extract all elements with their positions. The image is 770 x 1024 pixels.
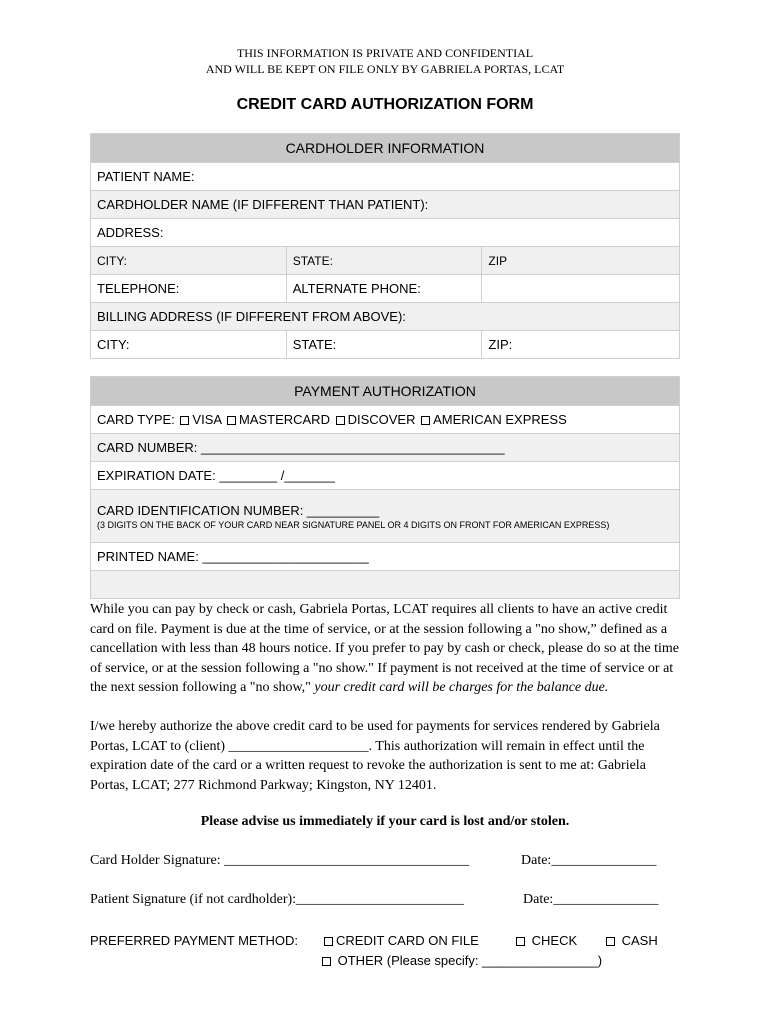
card-type-label: CARD TYPE: bbox=[97, 412, 175, 427]
city-field[interactable]: CITY: bbox=[91, 247, 287, 275]
zip-field[interactable]: ZIP bbox=[482, 247, 680, 275]
card-id-note: (3 DIGITS ON THE BACK OF YOUR CARD NEAR SIGNATURE PANEL OR 4 DIGITS ON FRONT FOR AMERICAN EXPRESS) bbox=[97, 519, 610, 530]
policy-text: While you can pay by check or cash, Gabriela Portas, LCAT requires all clients to have an active credit card on file. Payment is due at the time of service, or at the session following a "no show,” defined as a cancellation with less than 48 hours notice. If you prefer to pay by cash or check, please do so at the time of service, or at the session following a "no show." If payment is not received at the time of service or at the next session following a "no show," bbox=[90, 602, 679, 695]
printed-name-field[interactable]: PRINTED NAME: _______________________ bbox=[91, 543, 680, 571]
patient-name-field[interactable]: PATIENT NAME: bbox=[91, 163, 680, 191]
cash-option-label: CASH bbox=[621, 933, 658, 948]
address-field[interactable]: ADDRESS: bbox=[91, 219, 680, 247]
lost-card-notice: Please advise us immediately if your card is lost and/or stolen. bbox=[200, 814, 570, 829]
credit-card-option[interactable] bbox=[322, 933, 479, 948]
confidential-notice-line-2: AND WILL BE KEPT ON FILE ONLY BY GABRIELA PORTAS, LCAT bbox=[205, 62, 565, 76]
check-checkbox[interactable] bbox=[516, 937, 525, 946]
cardholder-section-heading: CARDHOLDER INFORMATION bbox=[91, 134, 680, 163]
policy-italic-text: your credit card will be charges for the balance due. bbox=[314, 680, 609, 695]
other-option-label: OTHER (Please specify: ________________) bbox=[337, 953, 603, 968]
patient-date-line[interactable]: Date:_______________ bbox=[523, 892, 659, 907]
state-field[interactable]: STATE: bbox=[286, 247, 482, 275]
amex-checkbox[interactable] bbox=[421, 416, 430, 425]
telephone-field[interactable]: TELEPHONE: bbox=[91, 275, 287, 303]
mastercard-checkbox[interactable] bbox=[227, 416, 236, 425]
card-type-row bbox=[91, 406, 680, 434]
credit-card-checkbox[interactable] bbox=[324, 937, 333, 946]
preferred-method-label: PREFERRED PAYMENT METHOD: bbox=[90, 933, 299, 948]
visa-checkbox[interactable] bbox=[180, 416, 189, 425]
credit-card-option-label: CREDIT CARD ON FILE bbox=[336, 933, 479, 948]
other-option[interactable] bbox=[320, 953, 602, 968]
mastercard-label: MASTERCARD bbox=[238, 412, 330, 427]
cardholder-name-field[interactable]: CARDHOLDER NAME (IF DIFFERENT THAN PATIENT): bbox=[91, 191, 680, 219]
payment-policy-paragraph bbox=[90, 600, 682, 698]
check-option-label: CHECK bbox=[531, 933, 578, 948]
check-option[interactable] bbox=[514, 933, 577, 948]
cardholder-information-table bbox=[90, 133, 680, 359]
alternate-phone-field[interactable]: ALTERNATE PHONE: bbox=[286, 275, 482, 303]
billing-address-field[interactable]: BILLING ADDRESS (IF DIFFERENT FROM ABOVE): bbox=[91, 303, 680, 331]
card-id-field: CARD IDENTIFICATION NUMBER: __________ bbox=[97, 502, 380, 518]
cash-checkbox[interactable] bbox=[606, 937, 615, 946]
billing-state-field[interactable]: STATE: bbox=[286, 331, 482, 359]
form-title: CREDIT CARD AUTHORIZATION FORM bbox=[236, 96, 534, 113]
visa-label: VISA bbox=[192, 412, 222, 427]
billing-zip-field[interactable]: ZIP: bbox=[482, 331, 680, 359]
cardholder-date-line[interactable]: Date:_______________ bbox=[521, 853, 657, 868]
discover-checkbox[interactable] bbox=[336, 416, 345, 425]
payment-section-heading: PAYMENT AUTHORIZATION bbox=[91, 377, 680, 406]
authorization-paragraph: I/we hereby authorize the above credit card to be used for payments for services rendered by Gabriela Portas, LCAT to (client) ____________________. This authorization will remain in effect until the expiration date of the card or a written request to revoke the authorization is sent to me at: Gabriela Portas, LCAT; 277 Richmond Parkway; Kingston, NY 12401. bbox=[90, 719, 660, 793]
patient-signature-line[interactable]: Patient Signature (if not cardholder):________________________ bbox=[90, 892, 465, 907]
payment-authorization-table bbox=[90, 376, 680, 599]
billing-city-field[interactable]: CITY: bbox=[91, 331, 287, 359]
card-id-row[interactable] bbox=[91, 490, 680, 543]
card-number-field[interactable]: CARD NUMBER: __________________________________________ bbox=[91, 434, 680, 462]
confidential-notice-line-1: THIS INFORMATION IS PRIVATE AND CONFIDENTIAL bbox=[236, 46, 534, 60]
discover-label: DISCOVER bbox=[347, 412, 416, 427]
expiration-date-field[interactable]: EXPIRATION DATE: ________ /_______ bbox=[91, 462, 680, 490]
other-checkbox[interactable] bbox=[322, 957, 331, 966]
cash-option[interactable] bbox=[604, 933, 658, 948]
amex-label: AMERICAN EXPRESS bbox=[433, 412, 567, 427]
blank-cell bbox=[482, 275, 680, 303]
empty-row bbox=[91, 571, 680, 599]
cardholder-signature-line[interactable]: Card Holder Signature: ___________________________________ bbox=[90, 853, 470, 868]
